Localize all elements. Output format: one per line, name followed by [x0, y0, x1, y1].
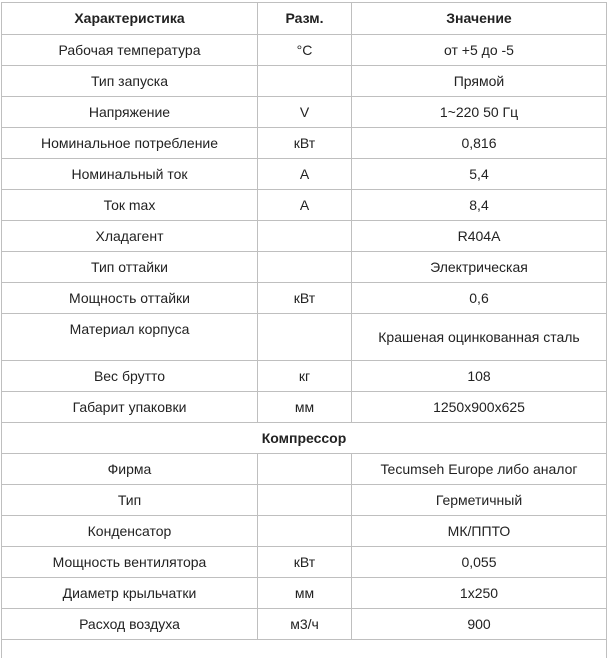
row-value: Крашеная оцинкованная сталь: [352, 314, 607, 361]
table-row: [2, 252, 607, 283]
row-value: 1250х900х625: [352, 392, 607, 423]
table-row: [2, 516, 607, 547]
row-unit: °C: [258, 35, 352, 66]
row-value: 900: [352, 609, 607, 640]
row-unit: A: [258, 190, 352, 221]
row-unit: [258, 314, 352, 361]
header-unit: Разм.: [258, 3, 352, 35]
row-unit: м3/ч: [258, 609, 352, 640]
table-row: [2, 578, 607, 609]
row-name: Хладагент: [2, 221, 258, 252]
row-value: 5,4: [352, 159, 607, 190]
row-value: 1~220 50 Гц: [352, 97, 607, 128]
row-value: 0,055: [352, 547, 607, 578]
table-header-row: [2, 3, 607, 35]
table-row: [2, 454, 607, 485]
row-value: 0,816: [352, 128, 607, 159]
row-name: Габарит упаковки: [2, 392, 258, 423]
row-value: МК/ППТО: [352, 516, 607, 547]
row-name: Вес брутто: [2, 361, 258, 392]
row-unit: [258, 252, 352, 283]
row-unit: кВт: [258, 547, 352, 578]
row-unit: мм: [258, 392, 352, 423]
row-value: 0,6: [352, 283, 607, 314]
row-name: Мощность вентилятора: [2, 547, 258, 578]
row-name: Диаметр крыльчатки: [2, 578, 258, 609]
table-row: [2, 609, 607, 640]
row-value: Прямой: [352, 66, 607, 97]
table-row: [2, 485, 607, 516]
row-unit: A: [258, 159, 352, 190]
row-unit: [258, 66, 352, 97]
row-name: Рабочая температура: [2, 35, 258, 66]
row-name: Номинальный ток: [2, 159, 258, 190]
cut-off-row: [2, 640, 607, 659]
row-value: 1х250: [352, 578, 607, 609]
row-name: Материал корпуса: [2, 314, 258, 361]
table-row: [2, 547, 607, 578]
row-unit: кг: [258, 361, 352, 392]
row-value: 8,4: [352, 190, 607, 221]
section-header-row: [2, 423, 607, 454]
row-name: Напряжение: [2, 97, 258, 128]
header-characteristic: Характеристика: [2, 3, 258, 35]
table-row-partial: [2, 640, 607, 659]
row-name: Номинальное потребление: [2, 128, 258, 159]
section-title-compressor: Компрессор: [2, 423, 607, 454]
row-value: R404A: [352, 221, 607, 252]
row-name: Расход воздуха: [2, 609, 258, 640]
row-value: Электрическая: [352, 252, 607, 283]
table-row: [2, 190, 607, 221]
table-row: [2, 159, 607, 190]
row-unit: [258, 485, 352, 516]
row-value: Tecumseh Europe либо аналог: [352, 454, 607, 485]
row-unit: кВт: [258, 128, 352, 159]
table-row: [2, 314, 607, 361]
row-unit: V: [258, 97, 352, 128]
table-row: [2, 221, 607, 252]
row-name: Тип оттайки: [2, 252, 258, 283]
row-unit: [258, 516, 352, 547]
row-unit: мм: [258, 578, 352, 609]
row-name: Ток max: [2, 190, 258, 221]
row-value: 108: [352, 361, 607, 392]
row-name: Мощность оттайки: [2, 283, 258, 314]
row-name: Тип запуска: [2, 66, 258, 97]
table-row: [2, 97, 607, 128]
row-name: Конденсатор: [2, 516, 258, 547]
row-unit: [258, 454, 352, 485]
row-unit: кВт: [258, 283, 352, 314]
row-name: Тип: [2, 485, 258, 516]
table-row: [2, 361, 607, 392]
header-value: Значение: [352, 3, 607, 35]
row-unit: [258, 221, 352, 252]
row-value: от +5 до -5: [352, 35, 607, 66]
table-row: [2, 66, 607, 97]
table-row: [2, 35, 607, 66]
row-name: Фирма: [2, 454, 258, 485]
table-row: [2, 392, 607, 423]
specifications-table: [1, 2, 607, 658]
table-row: [2, 283, 607, 314]
table-row: [2, 128, 607, 159]
row-value: Герметичный: [352, 485, 607, 516]
